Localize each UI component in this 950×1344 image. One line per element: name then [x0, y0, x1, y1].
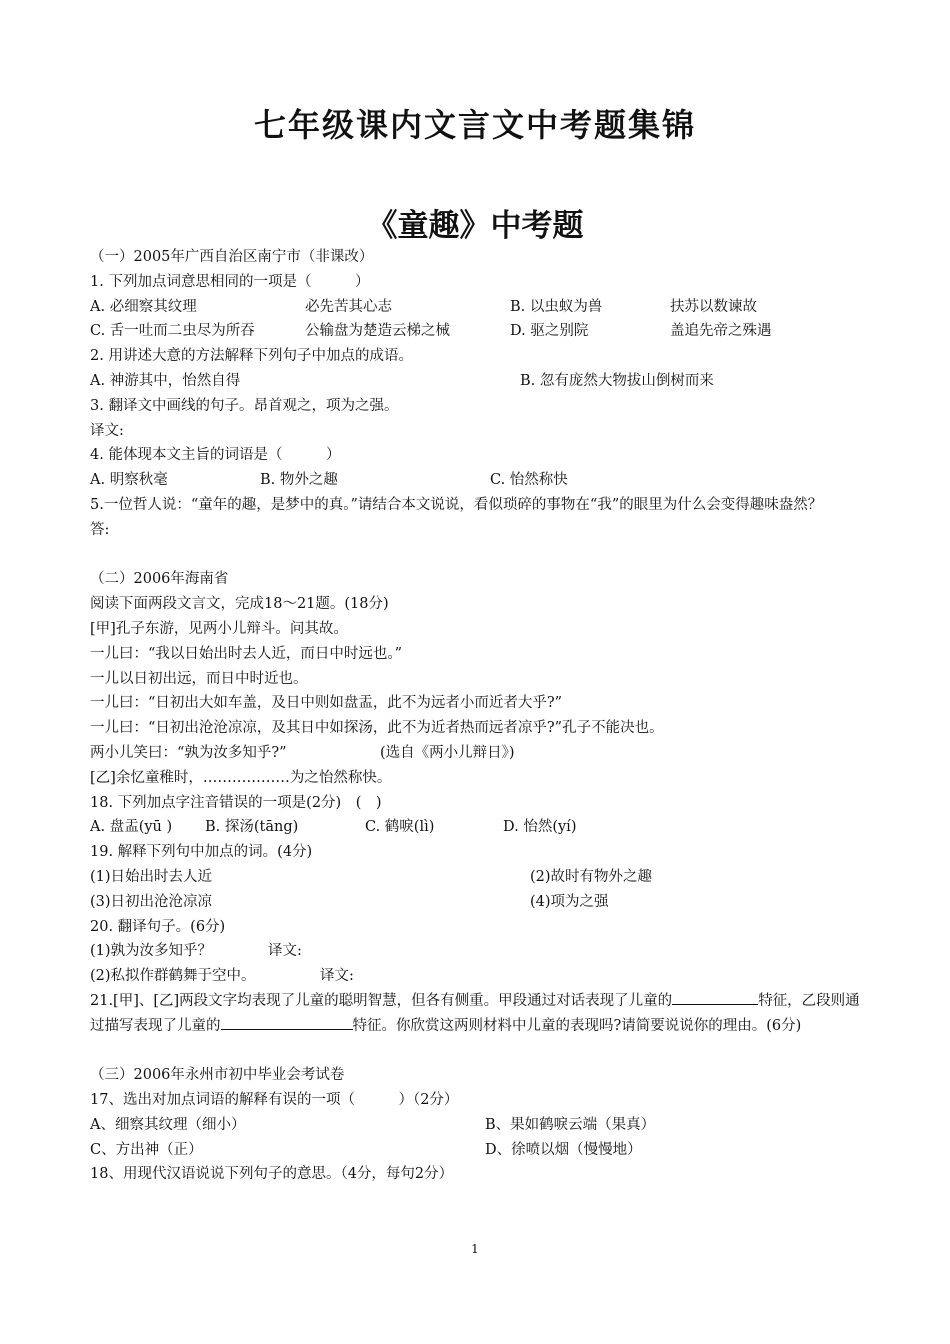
sec3-q18: 18、用现代汉语说说下列句子的意思。（4分，每句2分） [90, 1166, 454, 1183]
sec1-q2: 2. 用讲述大意的方法解释下列句子中加点的成语。 [90, 348, 413, 365]
item: (3)日初出沧沧凉凉 [90, 893, 213, 910]
sec1-q5-answer: 答: [90, 521, 110, 538]
answer-label: 译文: [320, 968, 354, 985]
option: 公输盘为楚造云梯之械 [305, 323, 450, 340]
sec1-q3: 3. 翻译文中画线的句子。昂首观之，项为之强。 [90, 397, 399, 414]
document-body [90, 245, 870, 1187]
option: C、方出神（正） [90, 1141, 203, 1158]
sec1-q3-answer: 译文: [90, 422, 124, 439]
item: (2)私拟作群鹤舞于空中。 [90, 968, 256, 985]
sec2-q19-row [90, 865, 870, 890]
option: 扶苏以数谏故 [670, 298, 757, 315]
passage-laugh: 两小儿笑曰：“孰为汝多知乎?” [90, 744, 287, 761]
item: (1)日始出时去人近 [90, 868, 213, 885]
option: A. 必细察其纹理 [90, 298, 197, 315]
passage-line: [甲]孔子东游，见两小儿辩斗。问其故。 [90, 620, 348, 637]
sec1-q1-options-row [90, 319, 870, 344]
option: B. 以虫蚁为兽 [510, 298, 603, 315]
option: 必先苦其心志 [305, 298, 392, 315]
sec2-q19: 19. 解释下列句中加点的词。(4分) [90, 844, 313, 861]
option: D、徐喷以烟（慢慢地） [485, 1141, 642, 1158]
option: A. 明察秋毫 [90, 472, 168, 489]
sec3-q17-row [90, 1138, 870, 1163]
sec2-q20: 20. 翻译句子。(6分) [90, 918, 226, 935]
option: A、细察其纹理（细小） [90, 1116, 246, 1133]
option: A. 盘盂(yū ) [90, 819, 173, 836]
sec3-q17-row [90, 1113, 870, 1138]
answer-label: 译文: [268, 943, 302, 960]
passage-line: 一儿曰：“我以日始出时去人近，而日中时远也。” [90, 645, 403, 662]
option: C. 怡然称快 [490, 472, 568, 489]
sec2-header: （二）2006年海南省 [90, 571, 229, 588]
option: C. 舌一吐而二虫尽为所吞 [90, 323, 255, 340]
sec1-q5: 5.一位哲人说：“童年的趣，是梦中的真。”请结合本文说说，看似琐碎的事物在“我”的眼里为什么会变得趣味盎然？ [90, 496, 823, 513]
sec2-q21: 21.[甲]、[乙]两段文字均表现了儿童的聪明智慧，但各有侧重。甲段通过对话表现了儿童的 特征，乙段则通过描写表现了儿童的 特征。你欣赏这两则材料中儿童的表现吗?请简要说说你的理由。(6分) [90, 989, 870, 1039]
passage-line [90, 741, 870, 766]
passage-line: [乙]余忆童稚时，………………为之怡然称快。 [90, 769, 392, 786]
option: A. 神游其中，怡然自得 [90, 372, 241, 389]
passage-line: 一儿以日初出远，而日中时近也。 [90, 670, 308, 687]
item: (2)故时有物外之趣 [530, 868, 653, 885]
passage-line: 一儿曰：“日初出大如车盖，及日中则如盘盂，此不为远者小而近者大乎?” [90, 695, 563, 712]
sec2-q19-row [90, 890, 870, 915]
sec3-header: （三）2006年永州市初中毕业会考试卷 [90, 1067, 345, 1084]
sec1-header: （一）2005年广西自治区南宁市（非课改） [90, 249, 374, 265]
option: C. 鹤唳(lì) [365, 819, 435, 836]
option: D. 怡然(yí) [503, 819, 577, 836]
sec2-q20-2 [90, 964, 870, 989]
passage-line: 一儿曰：“日初出沧沧凉凉，及其日中如探汤，此不为近者热而远者凉乎?”孔子不能决也。 [90, 720, 664, 737]
section-title: 《童趣》中考题 [366, 208, 584, 244]
sec3-q17: 17、选出对加点词语的解释有误的一项（ ）（2分） [90, 1092, 459, 1109]
page-number: 1 [471, 1242, 479, 1256]
item: (4)项为之强 [530, 893, 609, 910]
sec1-q2-options [90, 369, 870, 394]
sec1-q1-options-row [90, 295, 870, 320]
item: (1)孰为汝多知乎？ [90, 943, 213, 960]
sec2-q18-options [90, 815, 870, 840]
sec1-q4: 4. 能体现本文主旨的词语是（ ） [90, 447, 341, 464]
sec2-q20-1 [90, 939, 870, 964]
option: B、果如鹤唳云端（果真） [485, 1116, 656, 1133]
passage-source: (选自《两小儿辩日》) [380, 744, 515, 761]
option: 盖追先帝之殊遇 [670, 323, 772, 340]
answer-blank[interactable] [672, 990, 758, 1005]
sec2-intro: 阅读下面两段文言文，完成18～21题。(18分) [90, 596, 389, 613]
document-title: 七年级课内文言文中考题集锦 [253, 106, 696, 144]
sec2-q18: 18. 下列加点字注音错误的一项是(2分) ( ) [90, 794, 382, 811]
option: B. 探汤(tāng) [205, 819, 299, 836]
option: B. 忽有庞然大物拔山倒树而来 [520, 372, 714, 389]
sec1-q4-options [90, 468, 870, 493]
option: D. 驱之别院 [510, 323, 589, 340]
answer-blank[interactable] [221, 1015, 353, 1030]
sec1-q1: 1. 下列加点词意思相同的一项是（ ） [90, 273, 370, 290]
option: B. 物外之趣 [260, 472, 338, 489]
